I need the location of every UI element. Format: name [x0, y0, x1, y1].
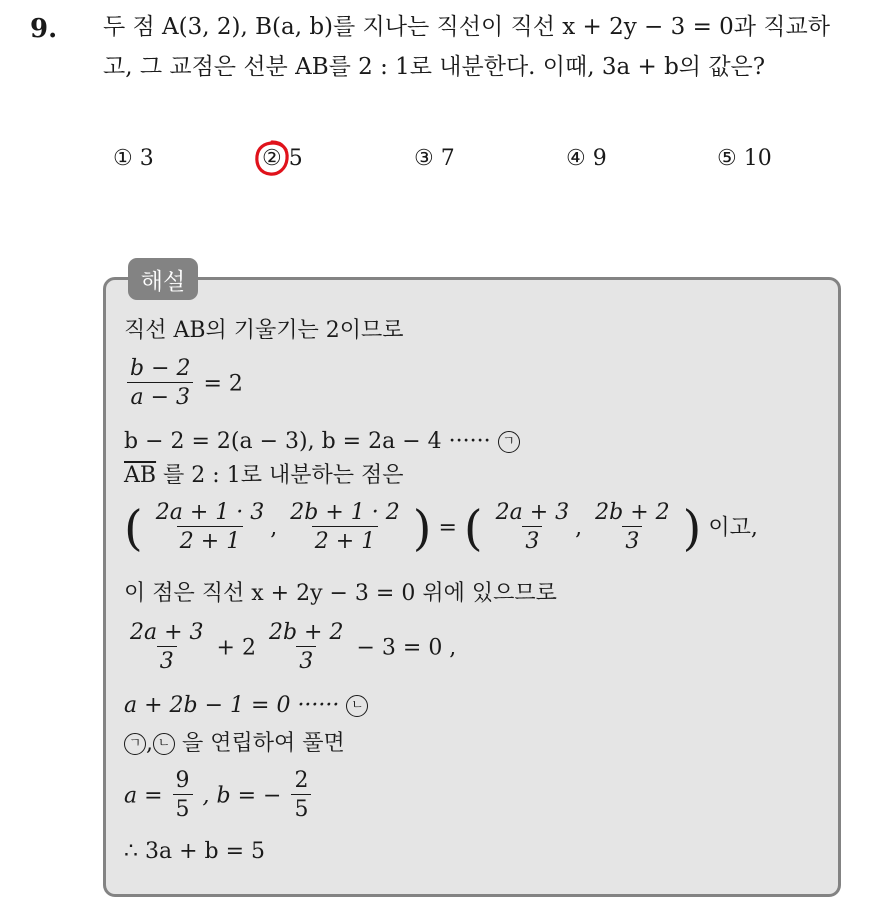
equation-text: a + 2b − 1 = 0 ······ — [124, 693, 340, 718]
choice-1-mark: ① — [113, 146, 133, 171]
fraction-y-simplified — [592, 500, 673, 557]
equation-text: b − 2 = 2(a − 3), b = 2a − 4 ······ — [124, 429, 491, 454]
right-paren: ) — [412, 500, 432, 557]
solution-line-10 — [124, 768, 314, 825]
fraction-denominator: 3 — [622, 526, 642, 557]
question-number: 9. — [30, 14, 58, 44]
fraction-denominator: 5 — [291, 794, 311, 825]
circled-label-nieun: ㄴ — [346, 695, 368, 717]
left-paren: ( — [463, 500, 483, 557]
fraction-slope — [127, 356, 194, 413]
choice-5-mark: ⑤ — [717, 146, 737, 171]
choice-3-mark: ③ — [414, 146, 434, 171]
choice-2-mark: ② — [262, 146, 282, 171]
fraction-x-simplified — [493, 500, 573, 557]
fraction-x-coord — [153, 500, 268, 557]
answer-circle-mark — [252, 137, 292, 179]
solution-line-1: 직선 AB의 기울기는 2이므로 — [124, 318, 404, 343]
question-text-line-1: 두 점 A(3, 2), B(a, b)를 지나는 직선이 직선 x + 2y − 3 = 0과 직교하 — [103, 14, 830, 40]
solution-line-2 — [124, 356, 243, 413]
solution-line-8 — [124, 692, 368, 720]
fraction-denominator: 2 + 1 — [312, 526, 378, 557]
fraction-numerator: 2b + 1 · 2 — [290, 500, 400, 525]
segment-ab: $\overline{AB}$ — [124, 463, 157, 488]
fraction-numerator: 2b + 2 — [595, 500, 670, 525]
line-tail: 이고, — [708, 515, 758, 541]
choice-3[interactable] — [414, 146, 455, 171]
choice-3-value: 7 — [440, 146, 455, 171]
fraction-denominator: 3 — [522, 526, 542, 557]
fraction-b-value — [291, 768, 311, 825]
choice-5-value: 10 — [743, 146, 772, 171]
fraction-denominator: 5 — [173, 794, 193, 825]
right-paren: ) — [682, 500, 702, 557]
fraction-a-value — [173, 768, 193, 825]
choice-4-value: 9 — [592, 146, 607, 171]
choice-1[interactable] — [113, 146, 154, 171]
a-equals: a = — [124, 783, 163, 809]
solution-line-4 — [124, 462, 403, 490]
equals-sign: = — [438, 515, 457, 541]
solution-tag: 해설 — [128, 258, 198, 300]
circled-label-giyeok: ㄱ — [498, 431, 520, 453]
fraction-denominator: 3 — [157, 646, 177, 677]
choice-5[interactable] — [717, 146, 772, 171]
solution-conclusion: ∴ 3a + b = 5 — [124, 839, 266, 864]
plus-two: + 2 — [216, 635, 256, 661]
fraction-denominator: 2 + 1 — [177, 526, 243, 557]
question-text-line-2: 고, 그 교점은 선분 AB를 2 : 1로 내분한다. 이때, 3a + b의 값은? — [103, 54, 766, 80]
fraction-numerator: 9 — [175, 768, 190, 793]
fraction-numerator: 2b + 2 — [268, 620, 344, 645]
solution-line-6: 이 점은 직선 x + 2y − 3 = 0 위에 있으므로 — [124, 581, 557, 606]
equation-rhs: = 2 — [203, 371, 243, 397]
fraction-term-2 — [266, 620, 347, 677]
fraction-numerator: 2a + 3 — [130, 620, 204, 645]
b-equals: , b = − — [202, 783, 282, 809]
choice-4[interactable] — [566, 146, 607, 171]
choice-1-value: 3 — [139, 146, 154, 171]
fraction-denominator: 3 — [296, 646, 316, 677]
line-text: 를 2 : 1로 내분하는 점은 — [156, 463, 404, 488]
fraction-numerator: 2a + 1 · 3 — [155, 500, 265, 525]
fraction-numerator: b − 2 — [130, 356, 191, 381]
choice-2-value: 5 — [288, 146, 303, 171]
circled-label-giyeok: ㄱ — [124, 733, 146, 755]
circled-label-nieun: ㄴ — [153, 733, 175, 755]
solution-line-5: ( $\frac{2a + 1 \cdot 3}{2 + 1}$ , $\frac{2b + 1 \cdot 2}{2 + 1}$ ) = ( $\frac{2a + 3}{3}$ , $\frac{2b + 2}{3}$ ) 이고, — [124, 500, 758, 557]
solution-line-9: ㄱ , ㄴ 을 연립하여 풀면 — [124, 730, 345, 758]
line-text: 을 연립하여 풀면 — [182, 731, 345, 756]
fraction-y-coord — [287, 500, 402, 557]
fraction-numerator: 2a + 3 — [495, 500, 570, 525]
fraction-numerator: 2 — [294, 768, 309, 793]
equation-tail: − 3 = 0 , — [356, 635, 457, 661]
solution-line-3 — [124, 428, 520, 456]
fraction-denominator: a − 3 — [127, 382, 193, 413]
left-paren: ( — [124, 500, 143, 557]
solution-line-7 — [124, 620, 456, 677]
choice-4-mark: ④ — [566, 146, 586, 171]
fraction-term-1 — [127, 620, 207, 677]
